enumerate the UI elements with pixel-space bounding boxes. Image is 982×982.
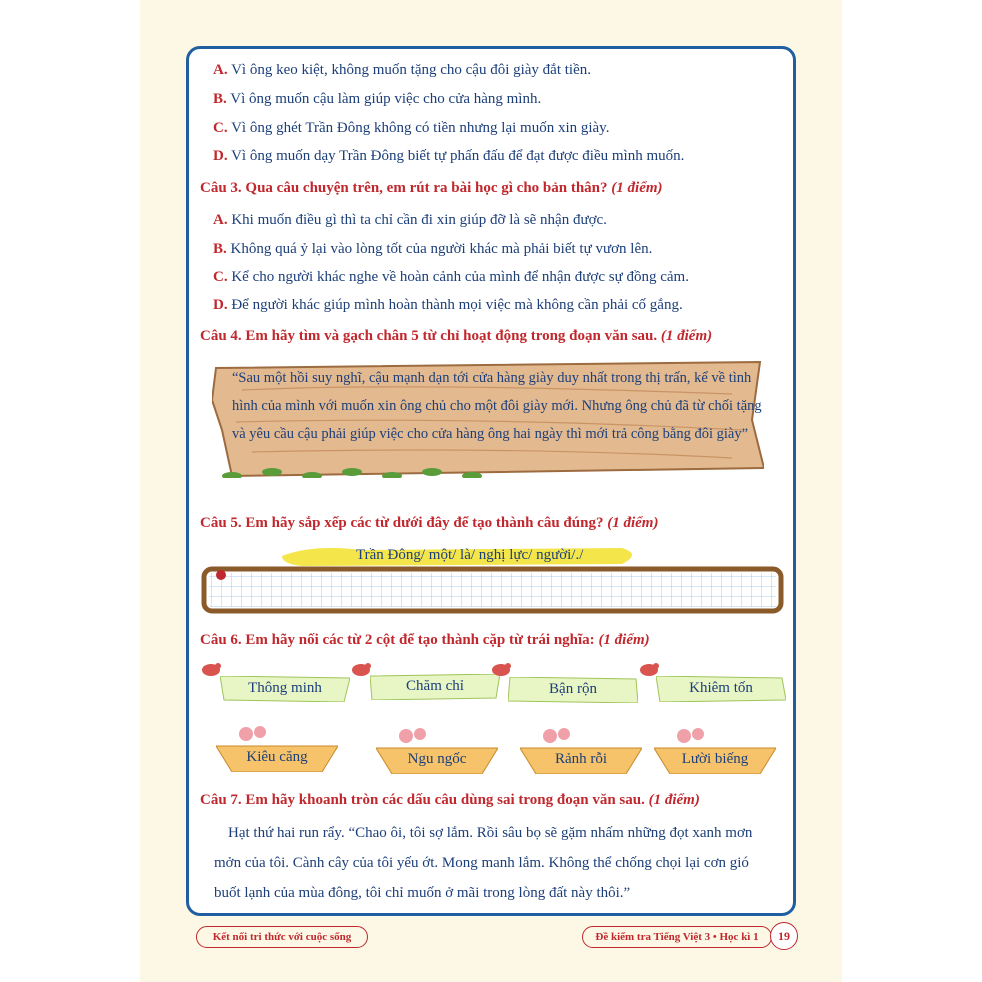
q2-option-b: B. Vì ông muốn cậu làm giúp việc cho cửa hàng mình. [213,91,542,107]
q3-option-d: D. Để người khác giúp mình hoàn thành mọi việc mà không cần phải cố gắng. [213,297,683,313]
question-5: Câu 5. Em hãy sắp xếp các từ dưới đây để tạo thành câu đúng? (1 điểm) [200,515,659,531]
writing-grid[interactable] [201,566,784,614]
bird-icon [638,660,660,678]
q3-option-a: A. Khi muốn điều gì thì ta chỉ cần đi xin giúp đỡ là sẽ nhận được. [213,212,607,228]
q5-word-list: Trần Đông/ một/ là/ nghị lực/ người/./ [356,547,584,563]
page-number: 19 [770,922,798,950]
q2-option-d: D. Vì ông muốn dạy Trần Đông biết tự phấn đấu để đạt được điều mình muốn. [213,148,685,164]
q4-passage: “Sau một hồi suy nghĩ, cậu mạnh dạn tới cửa hàng giày duy nhất trong thị trấn, kể về tình hình của mình với muốn xin ông chủ cho một đôi giày mới. Nhưng ông chủ đã từ chối tặng và yêu cầu cậu phải giúp việc cho cửa hàng ông hai ngày thì mới trả công bằng đôi giày” [232,370,762,442]
content-frame [186,46,796,916]
q7-paragraph: Hạt thứ hai run rẩy. “Chao ôi, tôi sợ lắm. Rồi sâu bọ sẽ gặm nhấm những đọt xanh mơn mởn của tôi. Cành cây của tôi yếu ớt. Mong manh lắm. Không thể chống chọi lại cơn gió buốt lạnh của mùa đông, tôi chỉ muốn ở mãi trong lòng đất này thôi.” [214,825,753,901]
q3-option-c: C. Kể cho người khác nghe về hoàn cảnh của mình để nhận được sự đồng cảm. [213,269,689,285]
q2-option-c: C. Vì ông ghét Trần Đông không có tiền nhưng lại muốn xin giày. [213,120,610,136]
footer-series-label: Kết nối tri thức với cuộc sống [196,926,368,948]
bird-icon [200,660,222,678]
bowl-luoi-bieng[interactable]: Lười biếng [654,728,776,774]
bowl-ngu-ngoc[interactable]: Ngu ngốc [376,728,498,774]
footer-book-title: Đề kiểm tra Tiếng Việt 3 • Học kì 1 [582,926,772,948]
q3-option-b: B. Không quá ỷ lại vào lòng tốt của người khác mà phải biết tự vươn lên. [213,241,653,257]
question-6: Câu 6. Em hãy nối các từ 2 cột để tạo thành cặp từ trái nghĩa: (1 điểm) [200,632,650,648]
tag-thong-minh[interactable]: Thông minh [220,676,350,702]
tag-ban-ron[interactable]: Bận rộn [508,677,638,703]
question-3: Câu 3. Qua câu chuyện trên, em rút ra bài học gì cho bản thân? (1 điểm) [200,180,663,196]
question-4: Câu 4. Em hãy tìm và gạch chân 5 từ chỉ hoạt động trong đoạn văn sau. (1 điểm) [200,328,713,344]
question-7: Câu 7. Em hãy khoanh tròn các dấu câu dùng sai trong đoạn văn sau. (1 điểm) [200,792,700,808]
tag-khiem-ton[interactable]: Khiêm tốn [656,676,786,702]
q2-option-a: A. Vì ông keo kiệt, không muốn tặng cho cậu đôi giày đắt tiền. [213,62,592,78]
bird-icon [490,660,512,678]
tag-cham-chi[interactable]: Chăm chỉ [370,674,500,700]
bird-icon [350,660,372,678]
bowl-ranh-roi[interactable]: Rảnh rỗi [520,728,642,774]
bowl-kieu-cang[interactable]: Kiêu căng [216,726,338,772]
